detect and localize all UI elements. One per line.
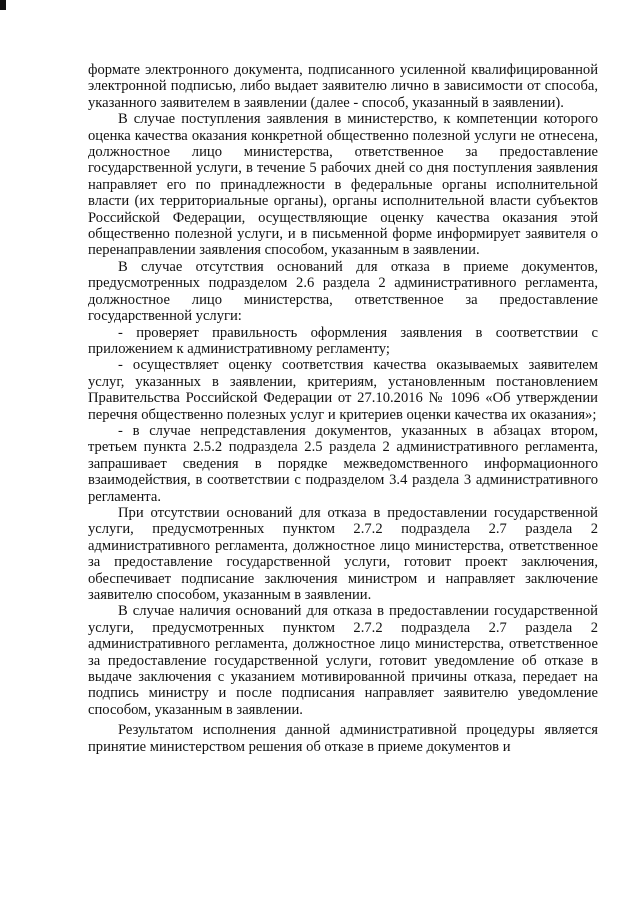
paragraph-no-refusal-grounds: В случае отсутствия оснований для отказа в приеме документов, предусмотренных подразделом 2.6 раздела 2 административного регламента, должностное лицо министерства, ответственное за предоставление государственной услуги: — [88, 258, 598, 325]
scan-corner-mark — [0, 0, 6, 10]
paragraph-prepare-conclusion: При отсутствии оснований для отказа в предоставлении государственной услуги, предусмотренных пунктом 2.7.2 подраздела 2.7 раздела 2 административного регламента, должностное лицо министерства, ответственное за предоставление государственной услуги, готовит проект заключения, обеспечивает подписание заключения министром и направляет заключение заявителю способом, указанным в заявлении. — [88, 504, 598, 603]
list-item-assess-quality: - осуществляет оценку соответствия качества оказываемых заявителем услуг, указанных в заявлении, критериям, установленным постановлением Правительства Российской Федерации от 27.10.2016 № 1096 «Об утверждении перечня общественно полезных услуг и критериев оценки качества их оказания»; — [88, 357, 598, 423]
list-item-request-information: - в случае непредставления документов, указанных в абзацах втором, третьем пункта 2.5.2 подраздела 2.5 раздела 2 административного регламента, запрашивает сведения в порядке межведомственного информационного взаимодействия, в соответствии с подразделом 3.4 раздела 3 административного регламента. — [88, 422, 598, 505]
document-body — [88, 62, 598, 755]
paragraph-1-continuation: формате электронного документа, подписанного усиленной квалифицированной электронной подписью, либо выдает заявителю лично в зависимости от способа, указанного заявителем в заявлении (далее - способ, указанный в заявлении). — [88, 62, 598, 111]
list-item-check-application: - проверяет правильность оформления заявления в соответствии с приложением к административному регламенту; — [88, 324, 598, 357]
paragraph-refusal-notice: В случае наличия оснований для отказа в предоставлении государственной услуги, предусмотренных пунктом 2.7.2 подраздела 2.7 раздела 2 административного регламента, должностное лицо министерства, ответственное за предоставление государственной услуги, готовит уведомление об отказе в выдаче заключения с указанием мотивированной причины отказа, передает на подпись министру и после подписания направляет заявителю уведомление способом, указанным в заявлении. — [88, 603, 598, 718]
paragraph-redirect-application: В случае поступления заявления в министерство, к компетенции которого оценка качества оказания конкретной общественно полезной услуги не отнесена, должностное лицо министерства, ответственное за предоставление государственной услуги, в течение 5 рабочих дней со дня поступления заявления направляет его по принадлежности в федеральные органы исполнительной власти (их территориальные органы), органы исполнительной власти субъектов Российской Федерации, осуществляющие оценку качества оказания этой общественно полезной услуги, и в письменной форме информирует заявителя о перенаправлении заявления способом, указанным в заявлении. — [88, 111, 598, 259]
paragraph-procedure-result: Результатом исполнения данной административной процедуры является принятие министерством решения об отказе в приеме документов и — [88, 722, 598, 755]
